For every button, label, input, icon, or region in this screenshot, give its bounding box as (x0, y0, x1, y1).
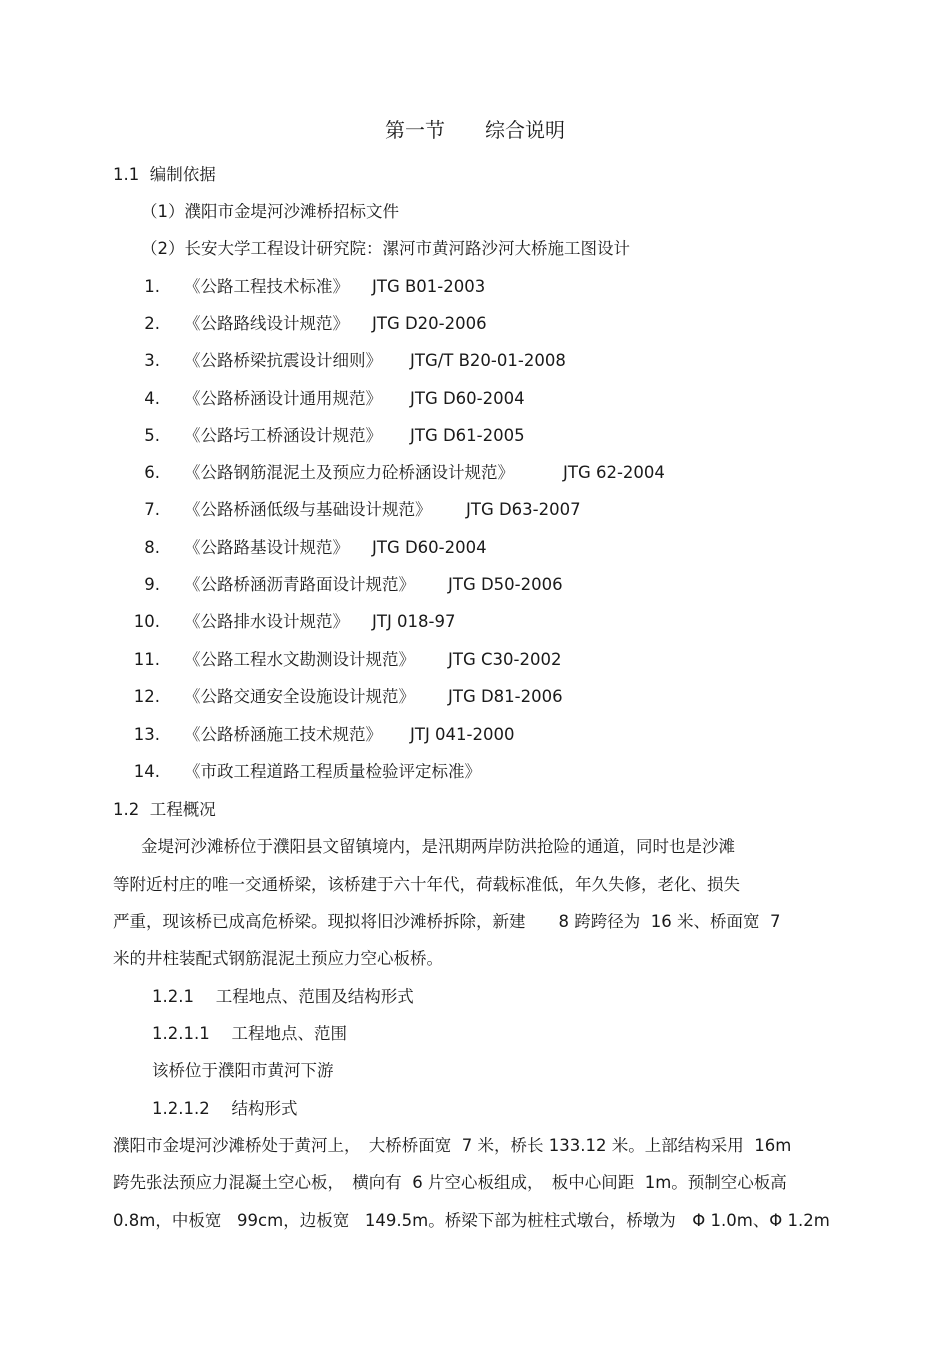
reference-item (146, 276, 846, 298)
reference-item (146, 462, 846, 484)
reference-item (146, 313, 846, 335)
reference-number: 1. (144, 277, 160, 296)
reference-code: JTG D63-2007 (466, 500, 581, 519)
overview-line-3: 严重，现该桥已成高危桥梁。现拟将旧沙滩桥拆除，新建 8 跨跨径为 16 米、桥面宽 7 (113, 912, 781, 931)
heading-1-2-1-1: 1.2.1.1 工程地点、范围 (152, 1024, 347, 1043)
reference-item (133, 649, 846, 671)
basis-item-2: （2）长安大学工程设计研究院：漯河市黄河路沙河大桥施工图设计 (141, 239, 630, 258)
reference-item (146, 574, 846, 596)
reference-item (133, 761, 846, 783)
section-title: 第一节 综合说明 (385, 118, 565, 142)
reference-title: 《公路工程水文勘测设计规范》 (184, 650, 415, 669)
reference-code: JTG B01-2003 (372, 277, 486, 296)
reference-code: JTG 62-2004 (563, 463, 665, 482)
reference-code: JTG D61-2005 (410, 426, 525, 445)
reference-number: 2. (144, 314, 160, 333)
reference-title: 《公路工程技术标准》 (184, 277, 349, 296)
reference-code: JTJ 041-2000 (410, 725, 515, 744)
reference-title: 《公路桥涵施工技术规范》 (184, 725, 382, 744)
reference-title: 《市政工程道路工程质量检验评定标准》 (184, 762, 481, 781)
reference-number: 11. (133, 650, 160, 669)
reference-code: JTG D81-2006 (448, 687, 563, 706)
reference-number: 9. (144, 575, 160, 594)
reference-number: 5. (144, 426, 160, 445)
overview-line-4: 米的井柱装配式钢筋混泥土预应力空心板桥。 (113, 949, 443, 968)
structure-line-2: 跨先张法预应力混凝土空心板， 横向有 6 片空心板组成， 板中心间距 1m。预制空心板高 (113, 1173, 787, 1192)
reference-item (146, 350, 846, 372)
basis-item-1: （1）濮阳市金堤河沙滩桥招标文件 (141, 202, 399, 221)
reference-title: 《公路桥涵沥青路面设计规范》 (184, 575, 415, 594)
reference-title: 《公路桥梁抗震设计细则》 (184, 351, 382, 370)
reference-title: 《公路交通安全设施设计规范》 (184, 687, 415, 706)
reference-code: JTG D20-2006 (372, 314, 487, 333)
reference-item (133, 724, 846, 746)
reference-number: 10. (133, 612, 160, 631)
reference-title: 《公路圬工桥涵设计规范》 (184, 426, 382, 445)
reference-title: 《公路路基设计规范》 (184, 538, 349, 557)
reference-item (133, 611, 846, 633)
reference-item (146, 537, 846, 559)
reference-code: JTJ 018-97 (372, 612, 456, 631)
reference-title: 《公路桥涵设计通用规范》 (184, 389, 382, 408)
reference-number: 7. (144, 500, 160, 519)
heading-1-2-1: 1.2.1 工程地点、范围及结构形式 (152, 987, 414, 1006)
location-text: 该桥位于濮阳市黄河下游 (152, 1061, 334, 1080)
reference-item (146, 388, 846, 410)
reference-item (146, 499, 846, 521)
reference-code: JTG D60-2004 (410, 389, 525, 408)
reference-code: JTG/T B20-01-2008 (410, 351, 566, 370)
reference-title: 《公路钢筋混泥土及预应力砼桥涵设计规范》 (184, 463, 514, 482)
reference-item (146, 425, 846, 447)
overview-line-1: 金堤河沙滩桥位于濮阳县文留镇境内，是汛期两岸防洪抢险的通道，同时也是沙滩 (141, 837, 735, 856)
reference-number: 14. (133, 762, 160, 781)
reference-number: 8. (144, 538, 160, 557)
reference-title: 《公路路线设计规范》 (184, 314, 349, 333)
reference-title: 《公路排水设计规范》 (184, 612, 349, 631)
structure-line-1: 濮阳市金堤河沙滩桥处于黄河上， 大桥桥面宽 7 米，桥长 133.12 米。上部结构采用 16m (113, 1136, 792, 1155)
structure-line-3: 0.8m，中板宽 99cm，边板宽 149.5m。桥梁下部为桩柱式墩台，桥墩为 Φ 1.0m、Φ 1.2m (113, 1211, 830, 1230)
reference-number: 4. (144, 389, 160, 408)
reference-number: 13. (133, 725, 160, 744)
reference-number: 12. (133, 687, 160, 706)
reference-number: 3. (144, 351, 160, 370)
reference-title: 《公路桥涵低级与基础设计规范》 (184, 500, 432, 519)
reference-code: JTG D60-2004 (372, 538, 487, 557)
reference-number: 6. (144, 463, 160, 482)
overview-line-2: 等附近村庄的唯一交通桥梁，该桥建于六十年代，荷载标准低，年久失修，老化、损失 (113, 875, 740, 894)
heading-1-2-1-2: 1.2.1.2 结构形式 (152, 1099, 298, 1118)
heading-1-1: 1.1 编制依据 (113, 165, 216, 184)
reference-code: JTG C30-2002 (448, 650, 562, 669)
heading-1-2: 1.2 工程概况 (113, 800, 216, 819)
reference-code: JTG D50-2006 (448, 575, 563, 594)
reference-item (133, 686, 846, 708)
